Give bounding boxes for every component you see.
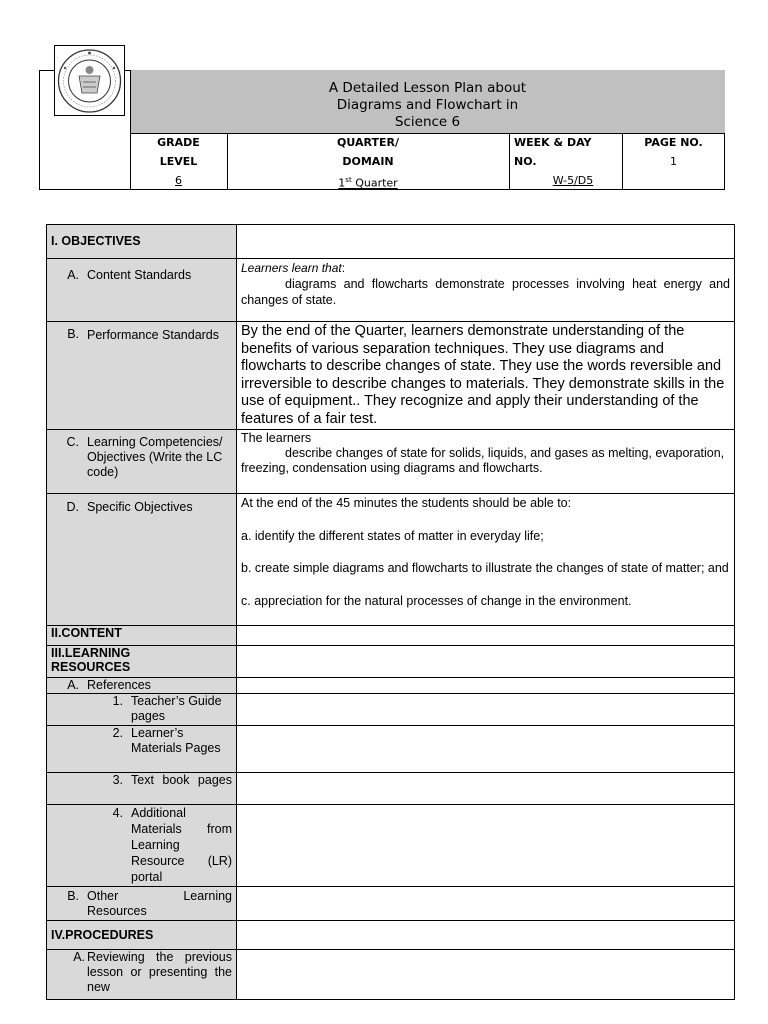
- learning-resources-row: [47, 646, 735, 678]
- content-standards-text: diagrams and flowcharts demonstrate processes involving heat energy and changes of state.: [241, 277, 730, 307]
- deped-seal-logo: [54, 45, 125, 116]
- performance-standards-letter: B.: [67, 327, 79, 341]
- references-label: References: [87, 678, 151, 692]
- objectives-heading: I. OBJECTIVES: [51, 234, 141, 248]
- specific-objective-item: c. appreciation for the natural processes of change in the environment.: [241, 593, 632, 608]
- page-no-label: PAGE NO.: [644, 136, 703, 149]
- learners-materials-label: Learner’s Materials Pages: [131, 726, 221, 755]
- specific-objectives-row: [47, 494, 735, 626]
- content-standards-letter: A.: [67, 268, 79, 282]
- reviewing-label: Reviewing the previous lesson or presenting the new: [87, 950, 232, 994]
- competency-text: describe changes of state for solids, liquids, and gases as melting, evaporation, freezing, condensation using diagrams and flowcharts.: [241, 446, 725, 475]
- week-day-cell: [514, 133, 622, 190]
- content-standards-intro: Learners learn that: [241, 261, 342, 275]
- item-number: 2.: [112, 726, 123, 740]
- domain-label: DOMAIN: [342, 155, 394, 168]
- textbook-pages-label: Text book pages: [131, 773, 232, 787]
- competency-intro: The learners: [241, 431, 312, 445]
- reviewing-row: [47, 950, 735, 1000]
- grade-level-cell: [130, 133, 227, 190]
- other-resources-row: [47, 887, 735, 921]
- resources-heading: RESOURCES: [51, 660, 131, 674]
- performance-standards-text: By the end of the Quarter, learners demonstrate understanding of the benefits of various separation techniques. They use diagrams and flowcharts to describe changes of state. They use the words reversible and irreversible to describe changes to materials. They demonstrate skills in the use of equipment.. They recognize and apply their understanding of the features of a fair test.: [237, 322, 735, 430]
- content-standards-label: Content Standards: [87, 268, 192, 282]
- grade-label: GRADE: [157, 136, 200, 149]
- teachers-guide-row: [47, 694, 735, 726]
- level-label: LEVEL: [159, 155, 198, 168]
- title-line-2: Diagrams and Flowchart in: [336, 97, 519, 113]
- competency-label: Learning Competencies/ Objectives (Write the LC code): [87, 435, 223, 479]
- quarter-value: 1st Quarter: [338, 176, 398, 190]
- page-no-value: 1: [670, 155, 677, 168]
- item-number: 4.: [112, 806, 123, 820]
- learners-materials-row: [47, 726, 735, 773]
- references-letter: A.: [67, 678, 79, 692]
- specific-objectives-intro: At the end of the 45 minutes the students should be able to:: [241, 496, 572, 510]
- specific-objective-item: a. identify the different states of matter in everyday life;: [241, 528, 544, 543]
- textbook-pages-row: [47, 773, 735, 805]
- additional-materials-row: [47, 805, 735, 887]
- teachers-guide-label: Teacher’s Guide pages: [131, 694, 222, 723]
- page-no-cell: [622, 133, 725, 171]
- performance-standards-row: [47, 322, 735, 430]
- no-label: NO.: [514, 155, 537, 168]
- content-standards-row: A. Content Standards Learners learn that: diagrams and flowcharts demonstrate processes involving heat energy and changes of state.: [47, 259, 735, 322]
- procedures-heading: IV.PROCEDURES: [51, 927, 154, 942]
- lesson-plan-table: [46, 224, 735, 1000]
- specific-objective-item: b. create simple diagrams and flowcharts to illustrate the changes of state of matter; and: [241, 561, 729, 575]
- item-number: 3.: [112, 773, 123, 787]
- other-resources-letter: B.: [67, 889, 79, 903]
- item-number: 1.: [112, 694, 123, 708]
- specific-objectives-label: Specific Objectives: [87, 500, 193, 514]
- references-row: [47, 678, 735, 694]
- reviewing-letter: A.: [73, 950, 85, 964]
- competency-letter: C.: [66, 435, 79, 449]
- grade-value: 6: [175, 174, 182, 187]
- specific-objectives-letter: D.: [66, 500, 79, 514]
- procedures-row: [47, 921, 735, 950]
- week-day-value: W-5/D5: [552, 174, 594, 187]
- other-resources-label: Other Learning Resources: [87, 889, 232, 918]
- learning-resources-heading: III.LEARNING: [51, 646, 131, 660]
- title-line-3: Science 6: [394, 114, 461, 130]
- quarter-domain-cell: [227, 133, 509, 193]
- objectives-row: [47, 225, 735, 259]
- performance-standards-label: Performance Standards: [87, 328, 220, 342]
- quarter-label: QUARTER/: [337, 136, 399, 149]
- header-divider: [509, 134, 510, 190]
- learning-competencies-row: [47, 430, 735, 494]
- additional-materials-label: Additional Materials from Learning Resource (LR) portal: [131, 806, 232, 884]
- content-heading: II.CONTENT: [51, 626, 122, 640]
- lesson-title: [130, 80, 725, 131]
- content-row: [47, 626, 735, 646]
- title-line-1: A Detailed Lesson Plan about: [328, 80, 527, 96]
- week-day-label: WEEK & DAY: [514, 136, 592, 149]
